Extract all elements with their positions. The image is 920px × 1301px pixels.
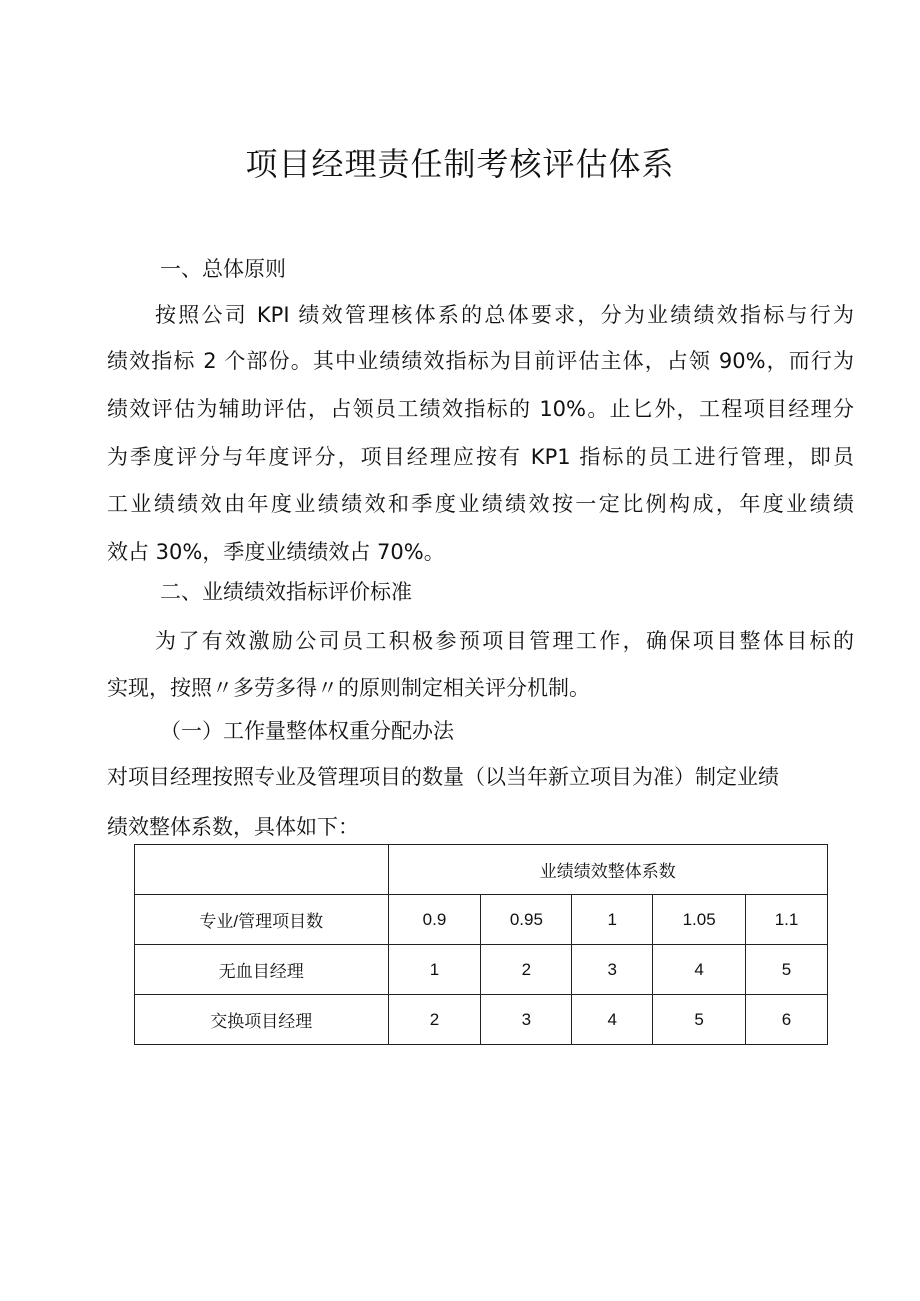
section-1-heading: 一、总体原则 xyxy=(160,257,286,281)
paragraph-line: 效占 30%，季度业绩绩效占 70%。 xyxy=(107,540,445,564)
table-header-row xyxy=(135,845,828,895)
table-cell: 2 xyxy=(388,995,481,1045)
table-row xyxy=(135,945,828,995)
table-cell: 4 xyxy=(653,945,746,995)
paragraph-line: 按照公司 KPI 绩效管理核体系的总体要求，分为业绩绩效指标与行为 xyxy=(155,303,854,327)
table-corner-cell xyxy=(135,845,389,895)
table-cell: 0.95 xyxy=(481,895,572,945)
table-row-label: 交换项目经理 xyxy=(135,995,389,1045)
table-cell: 1.05 xyxy=(653,895,746,945)
table-row xyxy=(135,995,828,1045)
paragraph-line: 绩效指标 2 个部份。其中业绩绩效指标为目前评估主体，占领 90%，而行为 xyxy=(107,349,854,373)
table-cell: 1.1 xyxy=(746,895,828,945)
document-title: 项目经理责任制考核评估体系 xyxy=(245,145,675,183)
table-cell: 5 xyxy=(746,945,828,995)
table-row-label: 专业/管理项目数 xyxy=(135,895,389,945)
table-cell: 0.9 xyxy=(388,895,481,945)
table-cell: 5 xyxy=(653,995,746,1045)
paragraph-line: 实现，按照〃多劳多得〃的原则制定相关评分机制。 xyxy=(107,676,590,700)
table-cell: 3 xyxy=(481,995,572,1045)
table-cell: 4 xyxy=(572,995,653,1045)
paragraph-line: 为季度评分与年度评分，项目经理应按有 KP1 指标的员工进行管理，即员 xyxy=(107,445,854,469)
paragraph-line: 对项目经理按照专业及管理项目的数量（以当年新立项目为准）制定业绩 xyxy=(107,765,779,789)
table-cell: 3 xyxy=(572,945,653,995)
table-cell: 6 xyxy=(746,995,828,1045)
table-header-cell: 业绩绩效整体系数 xyxy=(388,845,827,895)
table-row xyxy=(135,895,828,945)
subsection-heading: （一）工作量整体权重分配办法 xyxy=(160,719,454,743)
paragraph-line: 工业绩绩效由年度业绩绩效和季度业绩绩效按一定比例构成，年度业绩绩 xyxy=(107,492,854,516)
table-cell: 1 xyxy=(388,945,481,995)
section-2-heading: 二、业绩绩效指标评价标准 xyxy=(160,580,412,604)
paragraph-line: 为了有效激励公司员工积极参预项目管理工作，确保项目整体目标的 xyxy=(155,629,854,653)
coefficient-table xyxy=(134,844,828,1045)
paragraph-line: 绩效整体系数，具体如下： xyxy=(107,815,359,839)
paragraph-line: 绩效评估为辅助评估，占领员工绩效指标的 10%。止匕外，工程项目经理分 xyxy=(107,397,854,421)
table-row-label: 无血目经理 xyxy=(135,945,389,995)
table-cell: 1 xyxy=(572,895,653,945)
table-cell: 2 xyxy=(481,945,572,995)
